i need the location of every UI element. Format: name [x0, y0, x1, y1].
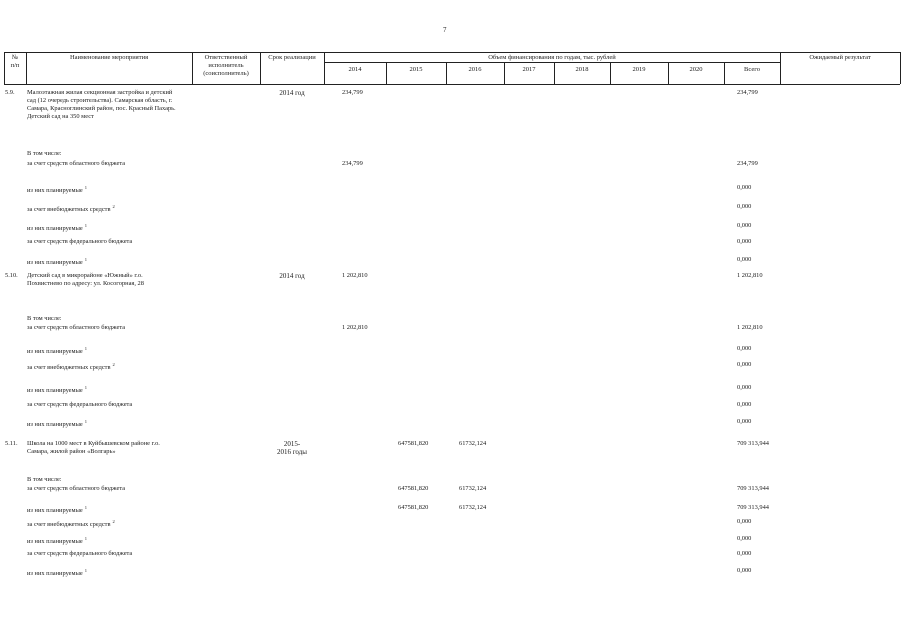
funding-source-label — [27, 203, 115, 214]
funding-source-label — [27, 256, 87, 267]
page-number: 7 — [443, 26, 447, 34]
total-value: 0,000 — [737, 384, 752, 391]
funding-source-text: из них планируемые — [27, 387, 83, 395]
funding-source-text: за счет средств федерального бюджета — [27, 401, 133, 408]
funding-source-label — [27, 361, 115, 372]
header-year-2016: 2016 — [468, 66, 482, 73]
funding-source-label — [27, 485, 125, 493]
row-number: 5.9. — [5, 89, 15, 96]
measure-name: Школа на 1000 мест в Куйбышевском районе г.о. Самара, жилой район «Волгарь» — [27, 440, 160, 456]
funding-source-label — [27, 418, 87, 429]
funding-source-label — [27, 504, 87, 515]
funding-source-text: из них планируемые — [27, 259, 83, 267]
year-value-2016: 61732,124 — [459, 485, 487, 492]
footnote-marker: 2 — [112, 362, 115, 367]
year-value-2014: 234,799 — [342, 160, 363, 167]
funding-source-label — [27, 550, 132, 558]
implementation-term: 2014 год — [279, 89, 305, 97]
funding-source-text: В том числе: — [27, 315, 62, 322]
footnote-marker: 1 — [84, 385, 87, 390]
year-value-2015: 647581,820 — [398, 485, 429, 492]
header-num: № п/п — [10, 54, 20, 69]
total-value: 0,000 — [737, 550, 752, 557]
funding-source-text: В том числе: — [27, 476, 62, 483]
header-funding: Объем финансирования по годам, тыс. рублей — [488, 54, 616, 61]
total-value: 0,000 — [737, 567, 752, 574]
year-value-2015: 647581,820 — [398, 440, 429, 447]
implementation-term: 2014 год — [279, 272, 305, 280]
total-value: 0,000 — [737, 222, 752, 229]
total-value: 0,000 — [737, 418, 752, 425]
funding-source-label — [27, 150, 62, 158]
funding-source-label — [27, 160, 125, 168]
funding-source-text: из них планируемые — [27, 421, 83, 429]
footnote-marker: 1 — [84, 223, 87, 228]
measure-name: Малоэтажная жилая секционная застройка и детский сад (12 очередь строительства). Самарская область, г. Самара, Красноглинский район, пос. Красный Пахарь. Детский сад на 350 мест — [27, 89, 176, 121]
funding-source-text: за счет внебюджетных средств — [27, 364, 111, 372]
footnote-marker: 1 — [84, 346, 87, 351]
header-name: Наименование мероприятия — [69, 54, 149, 61]
funding-source-label — [27, 184, 87, 195]
funding-source-label — [27, 315, 62, 323]
header-responsible: Ответственный исполнитель (соисполнитель) — [203, 54, 249, 77]
funding-source-text: за счет средств федерального бюджета — [27, 238, 133, 245]
funding-source-text: за счет внебюджетных средств — [27, 206, 111, 214]
year-value-2015: 647581,820 — [398, 504, 429, 511]
funding-source-text: из них планируемые — [27, 570, 83, 578]
total-value: 0,000 — [737, 401, 752, 408]
total-value: 0,000 — [737, 238, 752, 245]
footnote-marker: 1 — [84, 419, 87, 424]
footnote-marker: 2 — [112, 519, 115, 524]
header-year-2014: 2014 — [348, 66, 362, 73]
total-value: 0,000 — [737, 256, 752, 263]
funding-source-label — [27, 324, 125, 332]
funding-source-label — [27, 345, 87, 356]
header-term: Срок реализации — [268, 54, 316, 61]
funding-source-text: из них планируемые — [27, 225, 83, 233]
funding-source-label — [27, 384, 87, 395]
funding-source-label — [27, 222, 87, 233]
year-value-2014: 234,799 — [342, 89, 363, 96]
implementation-term: 2015- 2016 годы — [276, 440, 307, 457]
footnote-marker: 1 — [84, 505, 87, 510]
funding-source-text: из них планируемые — [27, 348, 83, 356]
footnote-marker: 1 — [84, 568, 87, 573]
year-value-2016: 61732,124 — [459, 504, 487, 511]
funding-source-label — [27, 535, 87, 546]
year-value-2014: 1 202,810 — [342, 324, 368, 331]
funding-source-text: из них планируемые — [27, 187, 83, 195]
vline — [900, 52, 901, 84]
header-year-2019: 2019 — [632, 66, 646, 73]
total-value: 709 313,944 — [737, 504, 769, 511]
funding-source-text: за счет средств областного бюджета — [27, 485, 126, 492]
funding-source-label — [27, 476, 62, 484]
header-year-2020: 2020 — [689, 66, 703, 73]
header-year-2018: 2018 — [575, 66, 589, 73]
row-number: 5.10. — [5, 272, 18, 279]
total-value: 234,799 — [737, 89, 758, 96]
header-year-total: Всего — [744, 66, 760, 73]
funding-source-text: за счет средств федерального бюджета — [27, 550, 133, 557]
total-value: 0,000 — [737, 345, 752, 352]
total-value: 0,000 — [737, 361, 752, 368]
header-result: Ожидаемый результат — [809, 54, 871, 61]
footnote-marker: 2 — [112, 204, 115, 209]
row-number: 5.11. — [5, 440, 18, 447]
funding-source-text: В том числе: — [27, 150, 62, 157]
total-value: 0,000 — [737, 535, 752, 542]
year-value-2014: 1 202,810 — [342, 272, 368, 279]
total-value: 709 313,944 — [737, 485, 769, 492]
total-value: 0,000 — [737, 203, 752, 210]
funding-source-text: из них планируемые — [27, 538, 83, 546]
header-year-2017: 2017 — [522, 66, 536, 73]
header-bottom-border — [4, 84, 900, 85]
measure-name: Детский сад в микрорайоне «Южный» г.о. Похвистнево по адресу: ул. Косогорная, 28 — [27, 272, 144, 288]
year-value-2016: 61732,124 — [459, 440, 487, 447]
footnote-marker: 1 — [84, 257, 87, 262]
funding-source-label — [27, 518, 115, 529]
total-value: 0,000 — [737, 184, 752, 191]
header-mid-border — [324, 62, 780, 63]
total-value: 1 202,810 — [737, 272, 763, 279]
funding-source-label — [27, 567, 87, 578]
funding-source-text: за счет средств областного бюджета — [27, 324, 126, 331]
header-top-border — [4, 52, 900, 53]
footnote-marker: 1 — [84, 536, 87, 541]
funding-source-text: за счет внебюджетных средств — [27, 521, 111, 529]
funding-source-label — [27, 238, 132, 246]
footnote-marker: 1 — [84, 185, 87, 190]
funding-source-label — [27, 401, 132, 409]
total-value: 1 202,810 — [737, 324, 763, 331]
funding-source-text: за счет средств областного бюджета — [27, 160, 126, 167]
total-value: 234,799 — [737, 160, 758, 167]
total-value: 709 313,944 — [737, 440, 769, 447]
total-value: 0,000 — [737, 518, 752, 525]
funding-source-text: из них планируемые — [27, 507, 83, 515]
header-year-2015: 2015 — [409, 66, 423, 73]
